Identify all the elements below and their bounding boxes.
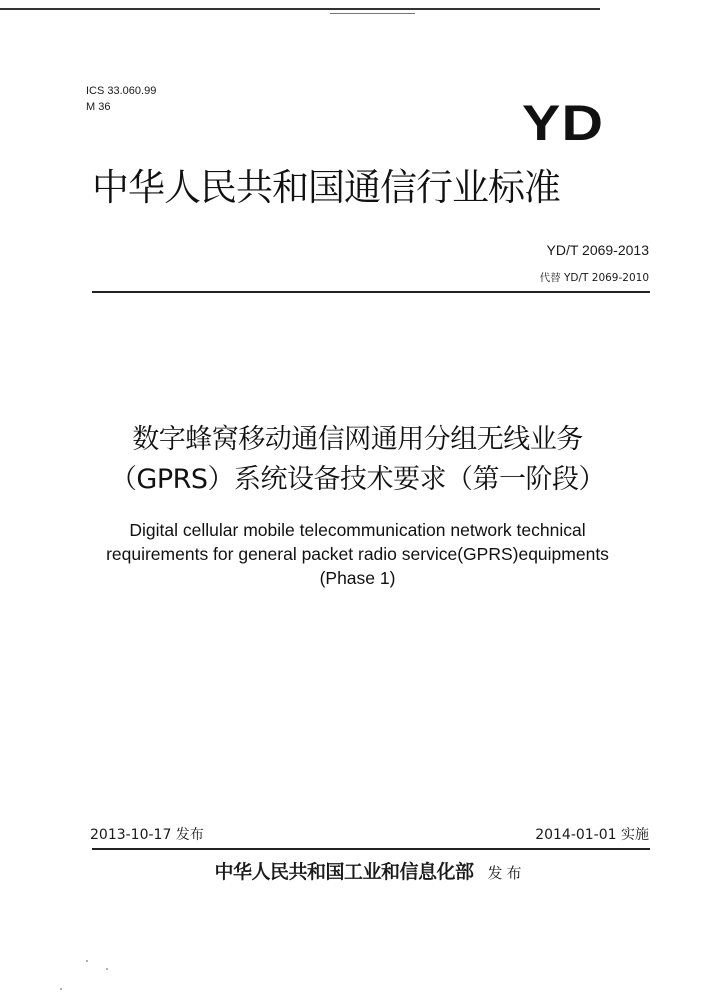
footer-divider bbox=[92, 848, 650, 850]
scan-speck bbox=[60, 988, 62, 990]
english-title bbox=[60, 518, 655, 590]
chinese-title bbox=[60, 420, 655, 500]
standard-number: YD/T 2069-2013 bbox=[546, 242, 649, 258]
scan-speck bbox=[106, 968, 108, 970]
chinese-title-line-2: （GPRS）系统设备技术要求（第一阶段） bbox=[109, 464, 606, 495]
chinese-title-line-1: 数字蜂窝移动通信网通用分组无线业务 bbox=[132, 424, 583, 455]
classification-codes bbox=[86, 83, 156, 115]
issuer-organization: 中华人民共和国工业和信息化部 bbox=[214, 861, 474, 883]
english-title-line-2: requirements for general packet radio service(GPRS)equipments bbox=[106, 544, 609, 564]
yd-logo: YD bbox=[522, 95, 605, 151]
ics-code: ICS 33.060.99 bbox=[86, 85, 157, 97]
english-title-line-3: (Phase 1) bbox=[319, 568, 396, 588]
standard-type-title: 中华人民共和国通信行业标准 bbox=[92, 166, 560, 209]
issuer bbox=[150, 858, 590, 887]
implement-date: 2014-01-01 实施 bbox=[535, 827, 649, 843]
scan-artifact-line bbox=[330, 13, 415, 14]
replaces-standard: 代替 YD/T 2069-2010 bbox=[539, 272, 649, 284]
english-title-line-1: Digital cellular mobile telecommunication network technical bbox=[129, 520, 586, 540]
issuer-action: 发布 bbox=[487, 864, 526, 882]
header-divider bbox=[92, 291, 650, 293]
publish-date: 2013-10-17 发布 bbox=[90, 827, 204, 843]
scan-speck bbox=[86, 960, 88, 962]
scan-artifact-line bbox=[0, 8, 600, 10]
ccs-code: M 36 bbox=[86, 101, 111, 113]
